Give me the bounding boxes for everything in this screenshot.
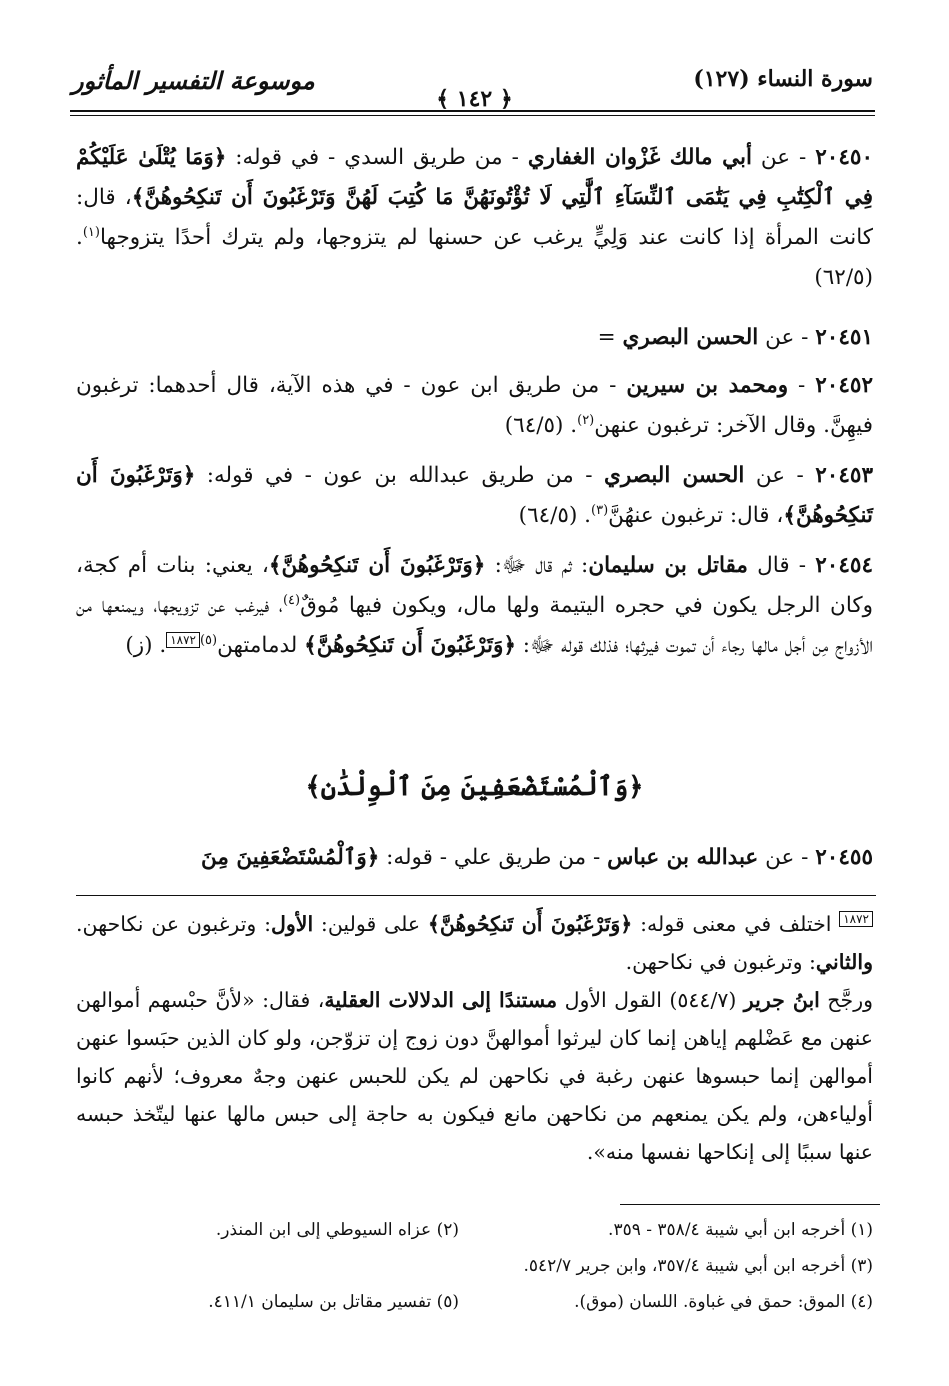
entry-text: - من طريق ابن عون - في هذه الآية، قال أحدهما: ترغبون فيهِنَّ. وقال الآخر: ترغبون عنهن — [76, 373, 873, 438]
second-opinion-label: والثاني — [815, 950, 873, 974]
scholar-name: ابنُ جرير — [743, 988, 820, 1012]
comment-text: على قولين: — [313, 912, 428, 936]
section-heading: ﴿وَٱلْمُسْتَضْعَفِينَ مِنَ ٱلْوِلْدَٰنِ﴾ — [305, 772, 644, 802]
narrator-name: ومحمد بن سيرين — [626, 373, 789, 398]
bold-phrase: مستندًا إلى الدلالات العقلية — [324, 988, 558, 1012]
entry-text: - عن — [751, 145, 816, 170]
footnote-ref: (١) — [82, 224, 100, 240]
entry-text: ، يعني: بنات أم كجة، وكان الرجل يكون في حجره اليتيمة ولها مال، ويكون فيها مُوقٌ — [76, 553, 873, 618]
quran-verse: ﴿وَتَرْغَبُونَ أَن تَنكِحُوهُنَّ﴾ — [427, 912, 633, 936]
footnote-3: (٣) أخرجه ابن أبي شيبة ٣٥٧/٤، وابن جرير ٥٤٢/٧. — [523, 1256, 873, 1276]
entry-20452 — [76, 366, 873, 446]
entry-20455 — [76, 838, 873, 878]
footnote-1: (١) أخرجه ابن أبي شيبة ٣٥٨/٤ - ٣٥٩. — [608, 1220, 873, 1240]
narrator-name: عبدالله بن عباس — [607, 845, 759, 870]
entry-text: . (٦٢/٥) — [76, 225, 873, 290]
narrator-name: أبي مالك غَزْوان الغفاري — [527, 145, 752, 170]
footnote-ref: (٢) — [577, 412, 595, 428]
entry-text: - من طريق السدي - في قوله: — [226, 145, 528, 170]
entry-number: ٢٠٤٥٠ — [815, 145, 873, 170]
comment-text: : وترغبون في نكاحهن. — [625, 950, 816, 974]
footnote-ref: (٥) — [199, 632, 218, 648]
entry-text: - من طريق علي - قوله: — [379, 845, 608, 870]
comment-ref-box[interactable]: ١٨٧٢ — [166, 632, 200, 648]
entry-20454 — [76, 546, 873, 666]
narrator-name: مقاتل بن سليمان — [588, 553, 748, 578]
entry-text: ، قال: كانت المرأة إذا كانت عند وَلِيٍّ يرغب عن حسنها لم يتزوجها، ولم يترك أحدًا يتزوجها — [76, 185, 873, 250]
entry-20451 — [76, 318, 873, 358]
header-rule — [70, 110, 875, 112]
entry-text: : ثم قال ﷻ: — [485, 553, 589, 578]
entry-text: - عن — [758, 325, 816, 350]
entry-text: - من طريق عبدالله بن عون - في قوله: — [195, 463, 604, 488]
entry-text: ، قال: ترغبون عنهُنَّ — [608, 503, 784, 528]
entry-20453 — [76, 456, 873, 536]
entry-text: = — [597, 325, 623, 350]
comment-ref-box: ١٨٧٢ — [839, 911, 873, 927]
entry-text: . (٦٤/٥) — [518, 503, 592, 528]
footnote-separator — [620, 1204, 880, 1205]
commentary — [76, 905, 873, 1171]
entry-number: ٢٠٤٥١ — [815, 325, 873, 350]
quran-verse: ﴿وَتَرْغَبُونَ أَن تَنكِحُوهُنَّ﴾ — [76, 463, 873, 528]
entry-text: - — [788, 373, 816, 398]
footnote-4: (٤) الموق: حمق في غباوة. اللسان (موق). — [574, 1292, 873, 1312]
entry-number: ٢٠٤٥٤ — [815, 553, 873, 578]
first-opinion-label: الأول — [270, 912, 314, 936]
entry-text: - قال — [747, 553, 816, 578]
page-number: ﴿ ١٤٢ ﴾ — [436, 86, 513, 112]
entry-text: ، فيرغب عن تزويجها، ويمنعها من الأزواج مِن أجل مالها رجاء أن تموت فيرثها؛ فذلك قوله ﷻ: — [76, 593, 873, 658]
entry-text: لدمامتهن — [217, 633, 305, 658]
entry-text: - عن — [758, 845, 816, 870]
book-title: موسوعة التفسير المأثور — [72, 66, 315, 95]
comment-separator — [76, 895, 876, 896]
surah-title: سورة النساء (١٢٧) — [693, 66, 873, 92]
entry-text: - عن — [744, 463, 816, 488]
footnote-ref: (٣) — [591, 502, 609, 518]
entry-text: . (ز) — [125, 633, 167, 658]
entry-number: ٢٠٤٥٥ — [815, 845, 873, 870]
entry-20450 — [76, 138, 873, 298]
header-rule-thin — [70, 115, 875, 116]
comment-text: ورجَّح — [819, 988, 873, 1012]
quran-verse: ﴿وَتَرْغَبُونَ أَن تَنكِحُوهُنَّ﴾ — [304, 633, 516, 658]
footnote-2: (٢) عزاه السيوطي إلى ابن المنذر. — [215, 1220, 459, 1240]
quran-verse: ﴿وَتَرْغَبُونَ أَن تَنكِحُوهُنَّ﴾ — [268, 553, 486, 578]
entry-number: ٢٠٤٥٢ — [815, 373, 873, 398]
comment-text: ، فقال: «لأنَّ حبْسهم أموالهن عنهن مع عَضْلهم إياهن إنما كان ليرثوا أموالهنَّ دون زوج إن تزوّجن، ولو كان الذين حبَسوا عنهن أموالهن إنما حبسوها عنهن رغبة في نكاحهن لم يكن للحبس عنهن وجهٌ معروف؛ لأنهم كانوا أولياءهن، ولم يكن يمنعهم من نكاحهن مانع فيكون به حاجة إلى حبس مالها عنها ليتّخذ حبسه عنها سببًا إلى إنكاحها نفسها منه». — [76, 988, 873, 1164]
comment-text: اختلف في معنى قوله: — [632, 912, 840, 936]
comment-text: (٥٤٤/٧) القول الأول — [557, 988, 744, 1012]
quran-verse: ﴿وَٱلْمُسْتَضْعَفِينَ مِنَ — [201, 845, 380, 870]
entry-number: ٢٠٤٥٣ — [815, 463, 873, 488]
narrator-name: الحسن البصري — [603, 463, 745, 488]
footnote-5: (٥) تفسير مقاتل بن سليمان ٤١١/١. — [208, 1292, 459, 1312]
quran-verse: ﴿وَمَا يُتْلَىٰ عَلَيْكُمْ فِي ٱلْكِتَٰبِ فِي يَتَٰمَى ٱلنِّسَآءِ ٱلَّٰتِي لَا تُؤْتُونَهُنَّ مَا كُتِبَ لَهُنَّ وَتَرْغَبُونَ أَن تَنكِحُوهُنَّ﴾ — [76, 145, 873, 210]
narrator-name: الحسن البصري — [622, 325, 759, 350]
footnote-ref: (٤) — [282, 592, 301, 608]
comment-text: : وترغبون عن نكاحهن. — [76, 912, 271, 936]
entry-text: . (٦٤/٥) — [504, 413, 578, 438]
